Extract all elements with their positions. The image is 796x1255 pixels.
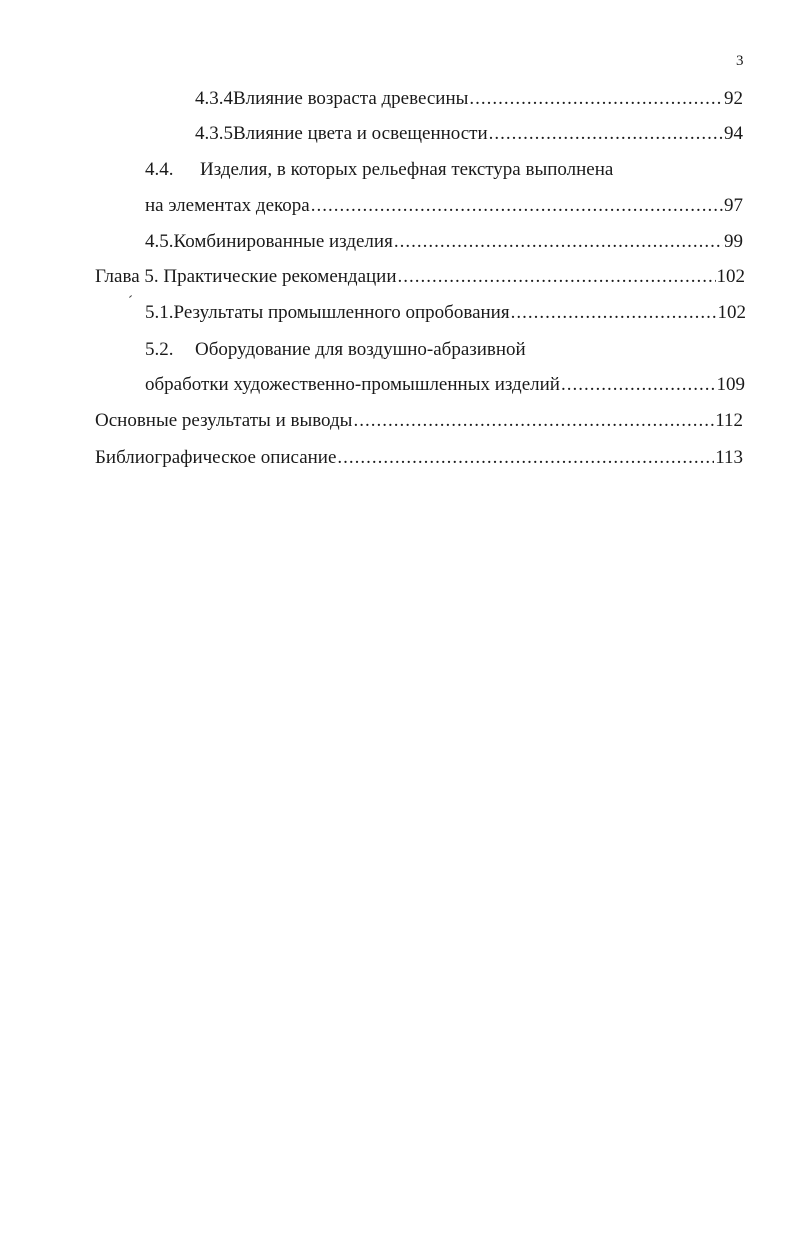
toc-entry-title: обработки художественно-промышленных изделий: [145, 374, 560, 395]
dot-leader: [469, 87, 723, 111]
toc-entry-title: на элементах декора: [145, 195, 310, 216]
toc-entry-title: Комбинированные изделия: [173, 231, 393, 252]
toc-entry-page: 102: [716, 266, 745, 287]
dot-leader: [489, 122, 723, 146]
toc-entry-5-2: [145, 338, 745, 362]
stray-mark: [129, 295, 132, 298]
toc-entry-page: 92: [724, 88, 743, 109]
toc-entry-5-1: [145, 301, 746, 325]
toc-entry-4-5: [145, 230, 743, 254]
dot-leader: [353, 409, 714, 433]
toc-entry-title: Влияние цвета и освещенности: [233, 123, 488, 144]
toc-entry-4-3-5: [195, 122, 743, 146]
toc-entry-title: Влияние возраста древесины: [233, 88, 469, 109]
toc-entry-5-2-continuation: [145, 373, 745, 397]
toc-entry-4-4-continuation: [145, 194, 743, 218]
toc-entry-title: Изделия, в которых рельефная текстура выполнена: [200, 159, 614, 180]
toc-entry-page: 112: [715, 410, 743, 431]
toc-entry-number: 4.3.4: [195, 88, 233, 109]
toc-entry-title: Оборудование для воздушно-абразивной: [195, 339, 526, 360]
toc-entry-title: Библиографическое описание: [95, 447, 337, 468]
toc-entry-number: 5.1.: [145, 302, 174, 323]
page-number: 3: [736, 53, 744, 69]
toc-entry-number: 4.4.: [145, 159, 174, 180]
dot-leader: [337, 446, 714, 470]
toc-entry-number: 4.5.: [145, 231, 174, 252]
toc-entry-4-3-4: [195, 87, 743, 111]
toc-entry-title: Глава 5. Практические рекомендации: [95, 266, 397, 287]
dot-leader: [561, 373, 716, 397]
toc-results: [95, 409, 743, 433]
dot-leader: [398, 265, 716, 289]
dot-leader: [511, 301, 717, 325]
toc-entry-page: 99: [724, 231, 743, 252]
toc-entry-page: 97: [724, 195, 743, 216]
toc-entry-4-4: [145, 158, 745, 182]
toc-bibliography: [95, 446, 743, 470]
toc-entry-page: 113: [715, 447, 743, 468]
toc-entry-page: 102: [717, 302, 746, 323]
toc-entry-title: Основные результаты и выводы: [95, 410, 353, 431]
dot-leader: [311, 194, 723, 218]
toc-entry-page: 109: [716, 374, 745, 395]
toc-chapter-5: [95, 265, 745, 289]
toc-entry-title: Результаты промышленного опробования: [173, 302, 510, 323]
toc-entry-page: 94: [724, 123, 743, 144]
toc-entry-number: 5.2.: [145, 339, 174, 360]
toc-entry-number: 4.3.5: [195, 123, 233, 144]
dot-leader: [394, 230, 723, 254]
